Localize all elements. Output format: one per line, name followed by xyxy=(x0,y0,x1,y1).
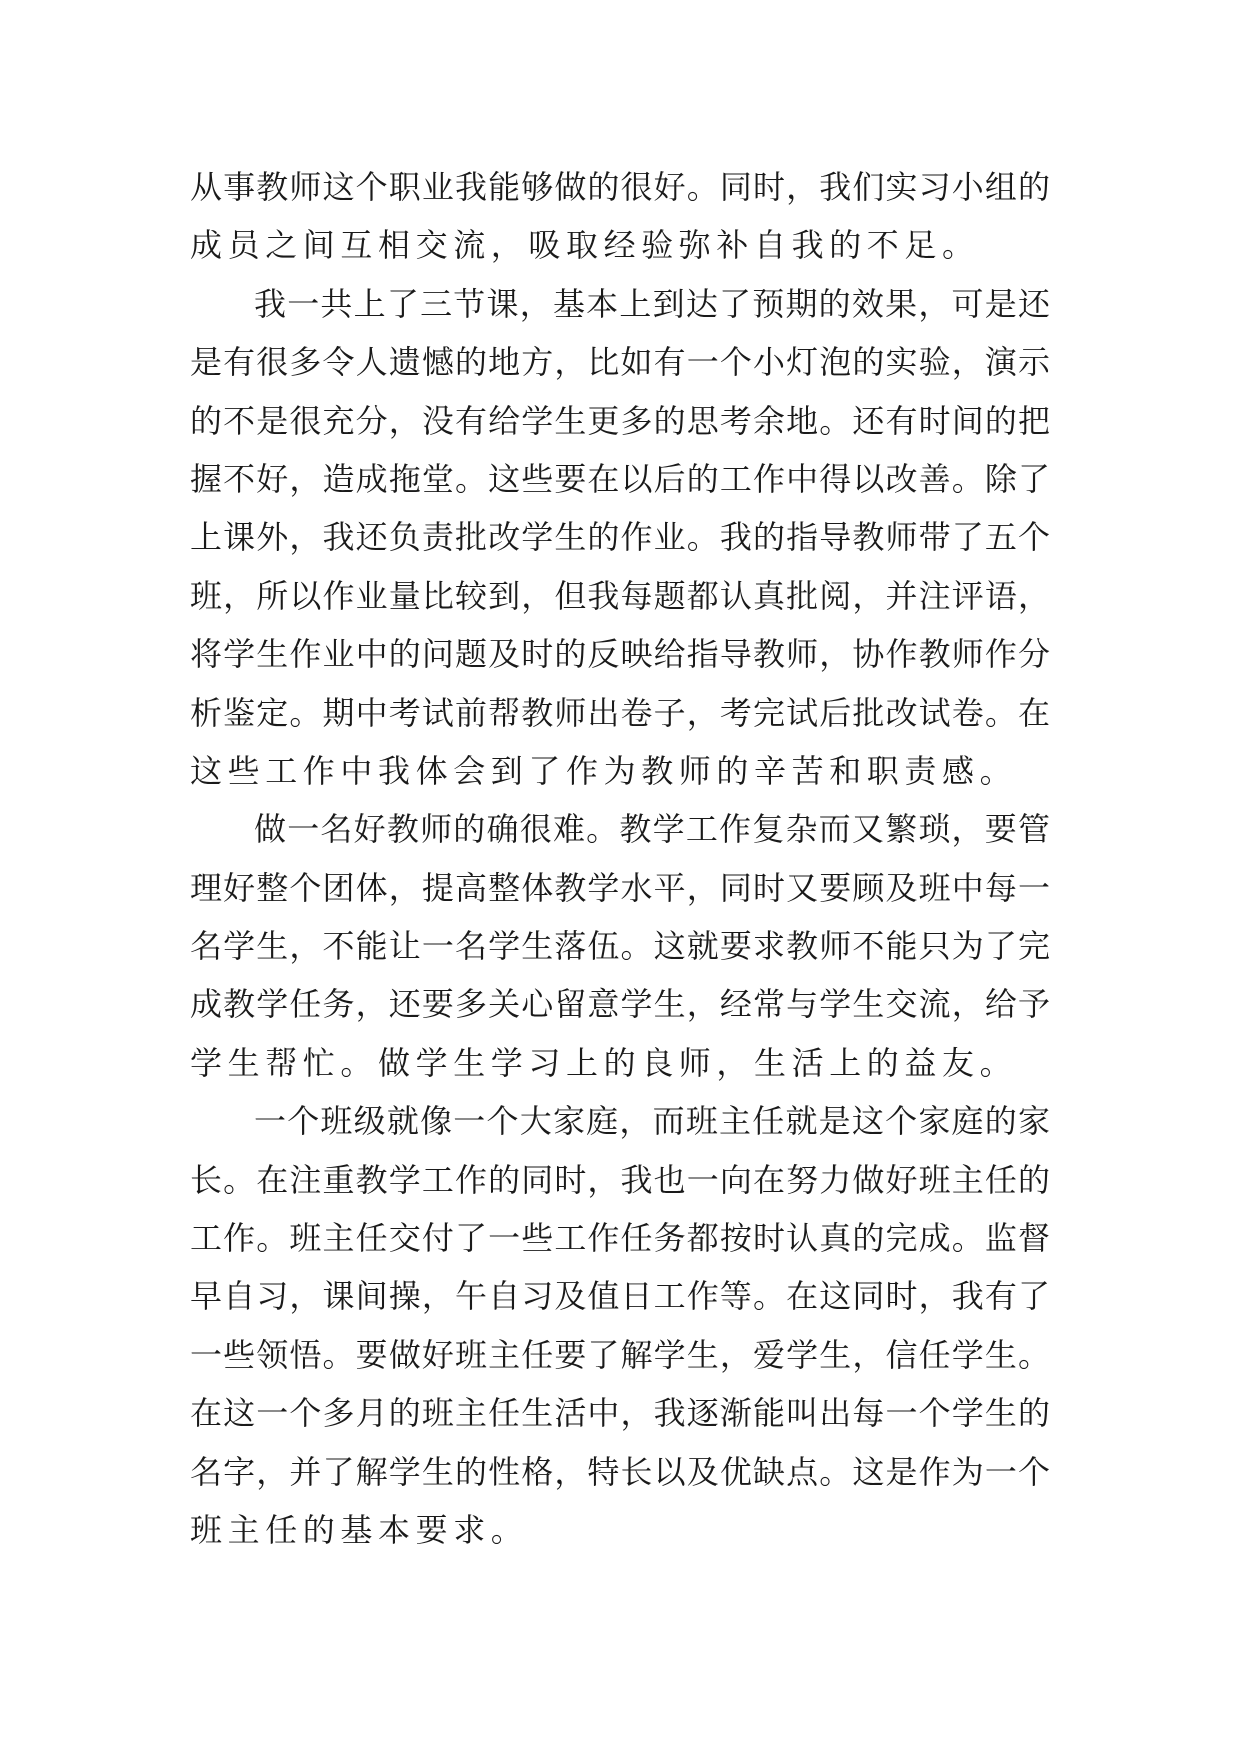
text-line: 这些工作中我体会到了作为教师的辛苦和职责感。 xyxy=(190,751,1018,790)
text-line: 班主任的基本要求。 xyxy=(190,1510,529,1549)
paragraph-4 xyxy=(190,1092,1050,1559)
paragraph-3 xyxy=(190,800,1050,1092)
text-line: 的不是很充分，没有给学生更多的思考余地。还有时间的把 xyxy=(190,401,1050,440)
text-line: 名学生，不能让一名学生落伍。这就要求教师不能只为了完 xyxy=(190,927,1050,966)
text-line: 析鉴定。期中考试前帮教师出卷子，考完试后批改试卷。在 xyxy=(190,693,1050,732)
text-line: 在这一个多月的班主任生活中，我逐渐能叫出每一个学生的 xyxy=(190,1394,1050,1433)
text-line: 班，所以作业量比较到，但我每题都认真批阅，并注评语， xyxy=(190,576,1050,615)
text-line: 成教学任务，还要多关心留意学生，经常与学生交流，给予 xyxy=(190,985,1050,1024)
text-line: 学生帮忙。做学生学习上的良师，生活上的益友。 xyxy=(190,1043,1018,1082)
text-line: 握不好，造成拖堂。这些要在以后的工作中得以改善。除了 xyxy=(190,459,1050,498)
text-line: 理好整个团体，提高整体教学水平，同时又要顾及班中每一 xyxy=(190,868,1050,907)
paragraph-2 xyxy=(190,275,1050,801)
text-line: 一个班级就像一个大家庭，而班主任就是这个家庭的家 xyxy=(254,1102,1050,1141)
text-line: 一些领悟。要做好班主任要了解学生，爱学生，信任学生。 xyxy=(190,1335,1050,1374)
document-body xyxy=(190,158,1050,1559)
text-line: 我一共上了三节课，基本上到达了预期的效果，可是还 xyxy=(254,284,1050,323)
text-line: 名字，并了解学生的性格，特长以及优缺点。这是作为一个 xyxy=(190,1452,1050,1491)
text-line: 上课外，我还负责批改学生的作业。我的指导教师带了五个 xyxy=(190,518,1050,557)
text-line: 长。在注重教学工作的同时，我也一向在努力做好班主任的 xyxy=(190,1160,1050,1199)
paragraph-1 xyxy=(190,158,1050,275)
text-line: 工作。班主任交付了一些工作任务都按时认真的完成。监督 xyxy=(190,1219,1050,1258)
text-line: 早自习，课间操，午自习及值日工作等。在这同时，我有了 xyxy=(190,1277,1050,1316)
text-line: 成员之间互相交流，吸取经验弥补自我的不足。 xyxy=(190,226,980,265)
text-line: 做一名好教师的确很难。教学工作复杂而又繁琐，要管 xyxy=(254,810,1050,849)
text-line: 是有很多令人遗憾的地方，比如有一个小灯泡的实验，演示 xyxy=(190,343,1050,382)
text-line: 从事教师这个职业我能够做的很好。同时，我们实习小组的 xyxy=(190,168,1050,206)
text-line: 将学生作业中的问题及时的反映给指导教师，协作教师作分 xyxy=(190,635,1050,674)
